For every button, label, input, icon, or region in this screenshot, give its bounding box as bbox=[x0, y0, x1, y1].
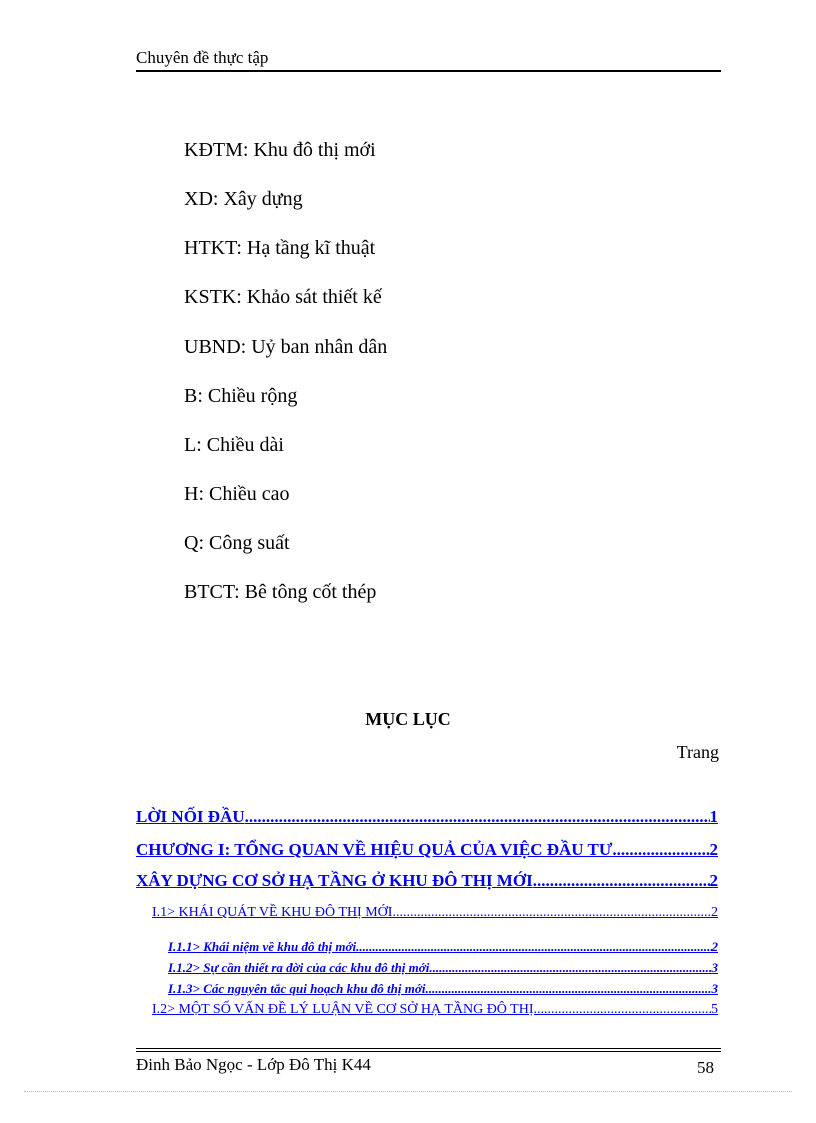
toc-entry-section-1-1[interactable] bbox=[152, 905, 718, 921]
abbreviation-item: KĐTM: Khu đô thị mới bbox=[184, 139, 376, 161]
toc-entry-text: I.1.3> Các nguyên tắc qui hoạch khu đô thị mới bbox=[168, 981, 426, 996]
abbreviation-item: KSTK: Khảo sát thiết kế bbox=[184, 286, 382, 308]
page-number: 58 bbox=[697, 1058, 714, 1077]
footer-author: Đinh Bảo Ngọc - Lớp Đô Thị K44 bbox=[136, 1055, 371, 1074]
toc-entry-text: XÂY DỰNG CƠ SỞ HẠ TẦNG Ở KHU ĐÔ THỊ MỚI bbox=[136, 871, 533, 890]
toc-page-column-label: Trang bbox=[676, 742, 719, 762]
toc-entry-page: 2 bbox=[711, 905, 718, 920]
abbreviation-item: H: Chiều cao bbox=[184, 483, 290, 505]
page-boundary bbox=[24, 1091, 792, 1092]
toc-leader-dots bbox=[429, 960, 711, 976]
toc-entry-loi-noi-dau[interactable] bbox=[136, 807, 718, 827]
toc-entry-page: 2 bbox=[709, 840, 718, 859]
abbreviation-item: HTKT: Hạ tầng kĩ thuật bbox=[184, 237, 376, 259]
header-rule bbox=[136, 70, 721, 72]
abbreviation-item: Q: Công suất bbox=[184, 532, 290, 554]
abbreviation-item: BTCT: Bê tông cốt thép bbox=[184, 581, 377, 603]
toc-entry-text: I.1.1> Khái niệm về khu đô thị mới bbox=[168, 939, 357, 954]
footer-rule bbox=[136, 1051, 721, 1052]
toc-entry-section-1-2[interactable] bbox=[152, 1002, 718, 1018]
toc-entry-chuong-1[interactable] bbox=[136, 840, 718, 860]
toc-entry-page: 3 bbox=[711, 960, 718, 975]
abbreviation-item: XD: Xây dựng bbox=[184, 188, 303, 210]
abbreviation-item: B: Chiều rộng bbox=[184, 385, 298, 407]
abbreviation-item: UBND: Uỷ ban nhân dân bbox=[184, 336, 388, 358]
page-header-title: Chuyên đề thực tập bbox=[136, 48, 269, 67]
toc-entry-page: 1 bbox=[709, 807, 718, 826]
toc-entry-text: I.1.2> Sự cần thiết ra đời của các khu đô thị mới bbox=[168, 960, 430, 975]
toc-leader-dots bbox=[534, 1002, 712, 1018]
toc-leader-dots bbox=[392, 905, 711, 921]
toc-leader-dots bbox=[245, 807, 710, 827]
toc-entry-text: I.1> KHÁI QUÁT VỀ KHU ĐÔ THỊ MỚI bbox=[152, 905, 393, 920]
toc-entry-page: 2 bbox=[711, 939, 718, 954]
toc-entry-text: I.2> MỘT SỐ VẤN ĐỀ LÝ LUẬN VỀ CƠ SỞ HẠ TẦNG ĐÔ THỊ bbox=[152, 1002, 534, 1017]
toc-entry-text: LỜI NỐI ĐẦU bbox=[136, 807, 245, 826]
toc-entry-section-1-1-1[interactable] bbox=[168, 939, 718, 955]
toc-leader-dots bbox=[612, 840, 709, 860]
toc-entry-page: 2 bbox=[709, 871, 718, 890]
toc-entry-chuong-1-cont[interactable] bbox=[136, 871, 718, 891]
toc-entry-text: CHƯƠNG I: TỔNG QUAN VỀ HIỆU QUẢ CỦA VIỆC ĐẦU TƯ bbox=[136, 840, 613, 859]
toc-entry-section-1-1-3[interactable] bbox=[168, 981, 718, 997]
footer-rule bbox=[136, 1048, 721, 1049]
toc-entry-page: 5 bbox=[711, 1002, 718, 1017]
toc-leader-dots bbox=[425, 981, 711, 997]
abbreviation-item: L: Chiều dài bbox=[184, 434, 284, 456]
toc-entry-page: 3 bbox=[711, 981, 718, 996]
toc-entry-section-1-1-2[interactable] bbox=[168, 960, 718, 976]
toc-leader-dots bbox=[533, 871, 710, 891]
toc-title: MỤC LỤC bbox=[365, 709, 451, 729]
toc-leader-dots bbox=[356, 939, 711, 955]
